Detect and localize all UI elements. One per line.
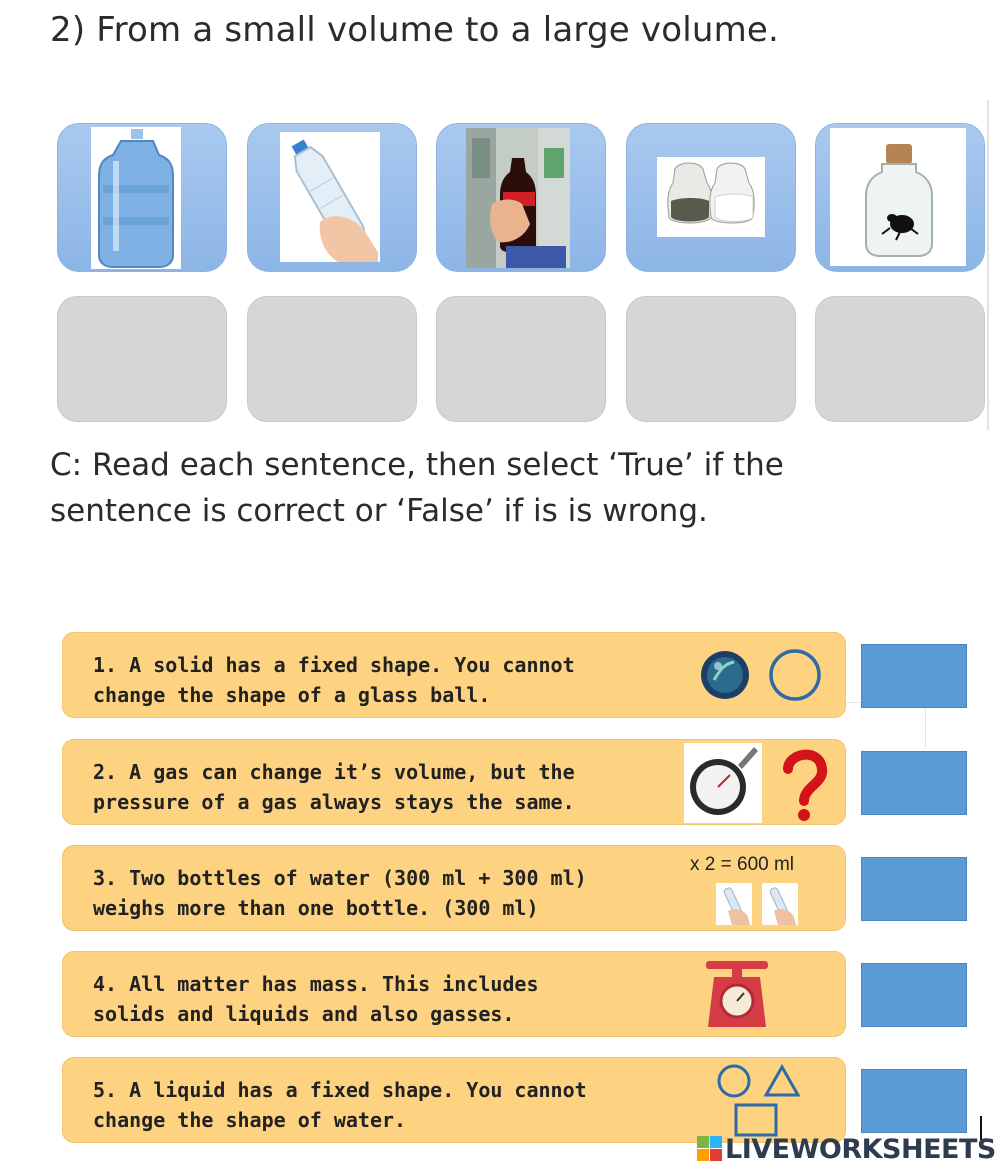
water-bottle-icon <box>280 132 380 262</box>
statement-row-5 <box>62 1057 846 1143</box>
statement-text: 1. A solid has a fixed shape. You cannot change the shape of a glass ball. <box>93 653 575 707</box>
drop-slot-4[interactable] <box>626 296 796 422</box>
answer-box-2[interactable] <box>861 751 967 815</box>
water-bottle-icon <box>716 883 752 925</box>
watermark-text: LIVEWORKSHEETS <box>725 1133 996 1165</box>
drag-card-shakers[interactable] <box>626 123 796 272</box>
drop-slot-5[interactable] <box>815 296 985 422</box>
glass-ball-icon <box>700 650 750 700</box>
question-mark-icon <box>774 745 834 821</box>
liveworksheets-logo <box>697 1134 996 1164</box>
kitchen-scale-icon <box>702 959 772 1031</box>
shakers-icon <box>657 157 765 237</box>
circle-outline-icon <box>767 649 823 701</box>
divider-line <box>925 702 926 748</box>
drag-card-water-bottle[interactable] <box>247 123 417 272</box>
answer-box-1[interactable] <box>861 644 967 708</box>
answer-box-3[interactable] <box>861 857 967 921</box>
section-c-instruction <box>50 442 950 534</box>
shapes-icon <box>712 1061 802 1141</box>
statement-text: 3. Two bottles of water (300 ml + 300 ml) weighs more than one bottle. (300 ml) <box>93 866 587 920</box>
answer-box-5[interactable] <box>861 1069 967 1133</box>
statement-row-1 <box>62 632 846 718</box>
water-jug-icon <box>91 127 181 269</box>
answer-box-4[interactable] <box>861 963 967 1027</box>
divider-line <box>987 100 989 430</box>
volume-note: x 2 = 600 ml <box>690 854 795 875</box>
drop-slot-3[interactable] <box>436 296 606 422</box>
drop-slot-1[interactable] <box>57 296 227 422</box>
logo-icon <box>697 1136 723 1162</box>
cola-bottle-icon <box>466 128 570 268</box>
drag-card-beetle-jar[interactable] <box>815 123 985 272</box>
jar-icon <box>830 128 966 266</box>
drag-card-water-jug[interactable] <box>57 123 227 272</box>
statement-row-2 <box>62 739 846 825</box>
question-heading: 2) From a small volume to a large volume. <box>50 10 780 50</box>
water-bottle-icon <box>762 883 798 925</box>
instruction-line-2: sentence is correct or ‘False’ if is is wrong. <box>50 493 708 529</box>
drag-card-cola-bottle[interactable] <box>436 123 606 272</box>
statement-row-4 <box>62 951 846 1037</box>
statement-text: 4. All matter has mass. This includes solids and liquids and also gasses. <box>93 972 539 1026</box>
pressure-gauge-icon <box>684 743 762 823</box>
drop-slot-2[interactable] <box>247 296 417 422</box>
instruction-line-1: C: Read each sentence, then select ‘True’ if the <box>50 447 784 483</box>
statement-row-3 <box>62 845 846 931</box>
statement-text: 5. A liquid has a fixed shape. You cannot change the shape of water. <box>93 1078 587 1132</box>
statement-text: 2. A gas can change it’s volume, but the pressure of a gas always stays the same. <box>93 760 575 814</box>
